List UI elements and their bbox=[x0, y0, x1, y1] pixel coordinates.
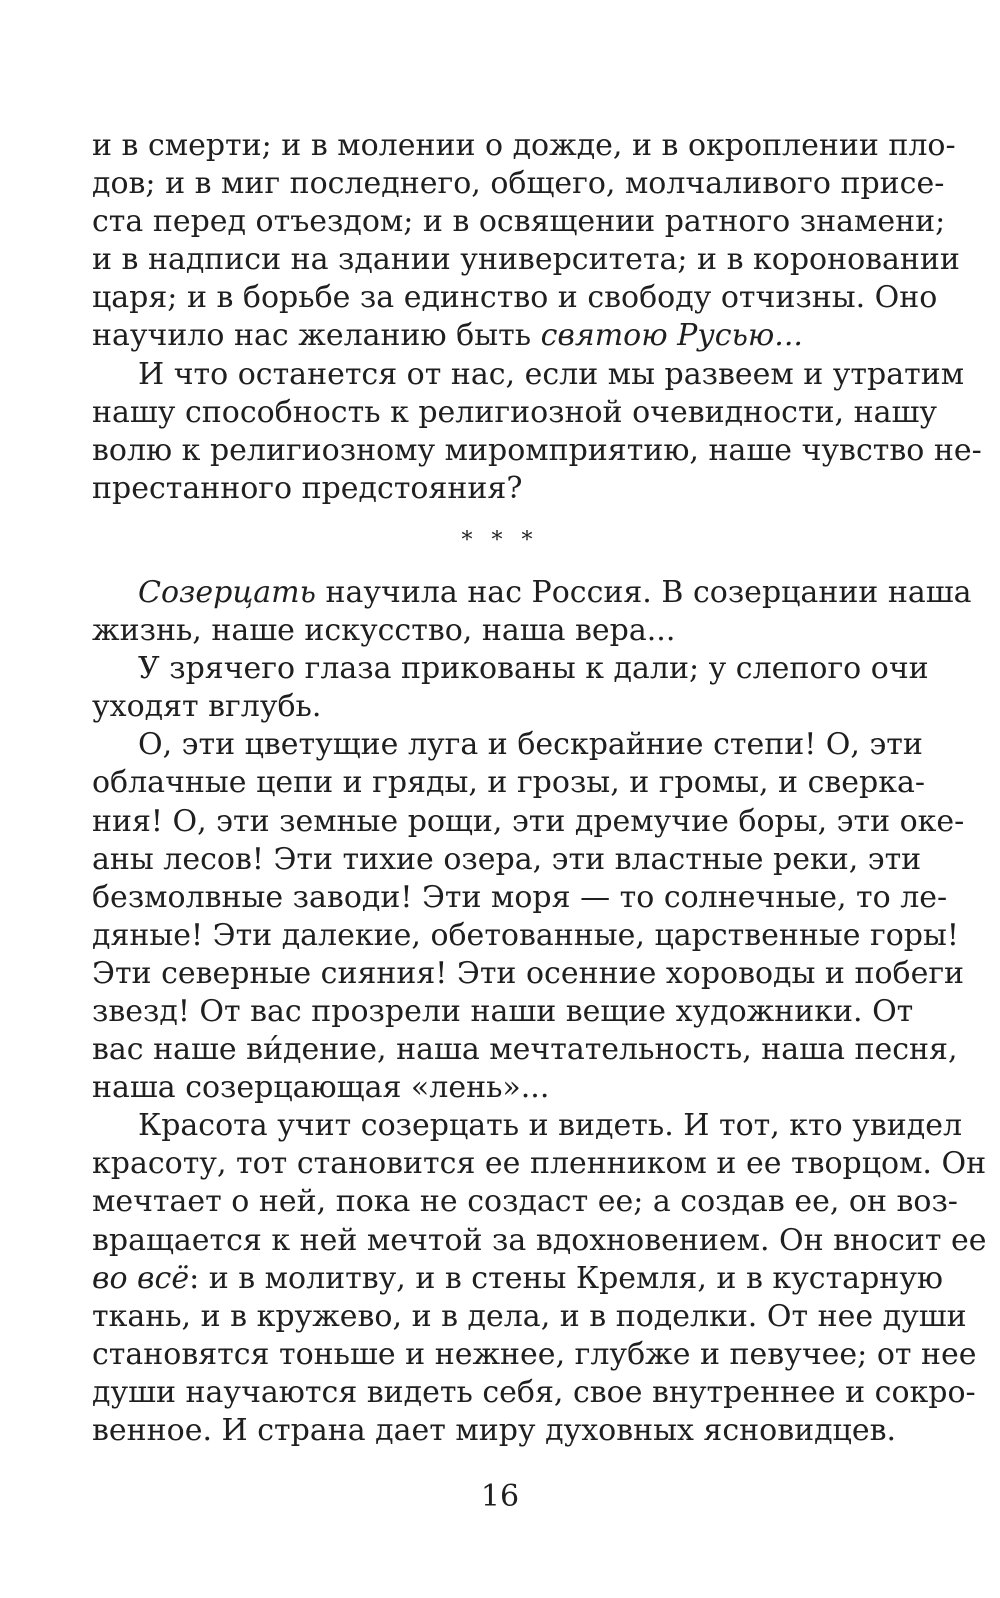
text-line: души научаются видеть себя, свое внутреннее и сокро- bbox=[92, 1374, 976, 1410]
paragraph-continuation bbox=[92, 127, 960, 356]
paragraph-nature bbox=[92, 726, 965, 1107]
text-line: дяные! Эти далекие, обетованные, царственные горы! bbox=[92, 917, 959, 953]
text-line bbox=[92, 317, 898, 355]
text-line: нашу способность к религиозной очевидности, нашу bbox=[92, 394, 938, 430]
italic-phrase: святою Русью... bbox=[540, 318, 803, 354]
text-line: становятся тоньше и нежнее, глубже и певучее; от нее bbox=[92, 1336, 977, 1372]
text-line: и в надписи на здании университета; и в короновании bbox=[92, 242, 960, 278]
page-text bbox=[92, 127, 987, 1450]
text-line: ткань, и в кружево, и в дела, и в поделки. От нее души bbox=[92, 1298, 967, 1334]
text-line: вращается к ней мечтой за вдохновением. Он вносит ее bbox=[92, 1222, 987, 1258]
text-line: красоту, тот становится ее пленником и ее творцом. Он bbox=[92, 1146, 987, 1182]
paragraph-question bbox=[92, 356, 982, 508]
text-line: дов; и в миг последнего, общего, молчаливого присе- bbox=[92, 166, 945, 202]
text-line: Эти северные сияния! Эти осенние хороводы и побеги bbox=[92, 955, 965, 991]
text-line: звезд! От вас прозрели наши вещие художники. От bbox=[92, 993, 914, 1029]
text-line: престанного предстояния? bbox=[92, 470, 523, 506]
text-line: У зрячего глаза прикованы к дали; у слепого очи bbox=[138, 651, 929, 687]
text-fragment: научило нас желанию быть bbox=[92, 318, 541, 354]
text-line: вас наше ви́дение, наша мечтательность, наша песня, bbox=[92, 1032, 958, 1068]
section-separator: * * * bbox=[461, 527, 539, 553]
text-line: и в смерти; и в молении о дожде, и в окроплении пло- bbox=[92, 128, 956, 163]
text-fragment: научила нас Россия. В созерцании наша bbox=[315, 574, 972, 610]
text-line bbox=[92, 574, 972, 612]
text-line: аны лесов! Эти тихие озера, эти властные реки, эти bbox=[92, 841, 922, 877]
italic-phrase: во всё bbox=[92, 1260, 190, 1296]
text-line: волю к религиозному миромприятию, наше чувство не- bbox=[92, 432, 982, 468]
text-line: И что останется от нас, если мы развеем и утратим bbox=[138, 356, 965, 392]
text-line: ста перед отъездом; и в освящении ратного знамени; bbox=[92, 204, 946, 240]
text-line: мечтает о ней, пока не создаст ее; а создав ее, он воз- bbox=[92, 1184, 958, 1220]
text-line: безмолвные заводи! Эти моря — то солнечные, то ле- bbox=[92, 879, 948, 915]
text-line: наша созерцающая «лень»... bbox=[92, 1070, 550, 1106]
text-line: ния! О, эти земные рощи, эти дремучие боры, эти оке- bbox=[92, 803, 965, 839]
text-fragment: : и в молитву, и в стены Кремля, и в кустарную bbox=[189, 1260, 944, 1296]
text-line: Красота учит созерцать и видеть. И тот, кто увидел bbox=[138, 1108, 963, 1144]
text-line: царя; и в борьбе за единство и свободу отчизны. Оно bbox=[92, 280, 938, 316]
page-number: 16 bbox=[480, 1479, 520, 1514]
paragraph-beauty bbox=[92, 1107, 987, 1450]
text-line: жизнь, наше искусство, наша вера... bbox=[92, 613, 676, 649]
text-line: облачные цепи и гряды, и грозы, и громы, и сверка- bbox=[92, 765, 926, 801]
italic-word: Созерцать bbox=[138, 574, 316, 610]
text-line: венное. И страна дает миру духовных ясновидцев. bbox=[92, 1413, 897, 1448]
text-line: О, эти цветущие луга и бескрайние степи! О, эти bbox=[138, 727, 923, 763]
paragraph-eyes bbox=[92, 650, 929, 726]
paragraph-contemplation bbox=[92, 574, 972, 650]
text-line: уходят вглубь. bbox=[92, 689, 322, 725]
text-line bbox=[92, 1260, 944, 1298]
